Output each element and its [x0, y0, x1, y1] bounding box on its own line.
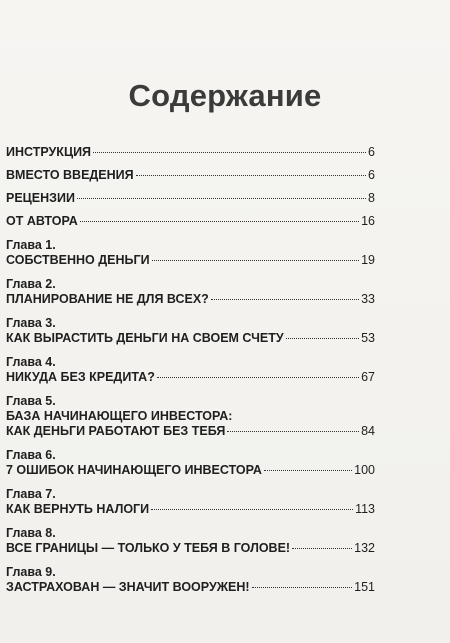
toc-page-number: 100 [354, 463, 375, 477]
table-of-contents [6, 145, 375, 595]
toc-page-number: 6 [368, 168, 375, 182]
toc-page-number: 33 [361, 292, 375, 306]
chapter-label: Глава 2. [6, 277, 56, 291]
toc-page-number: 151 [354, 580, 375, 594]
toc-entry-instructions [6, 145, 375, 160]
chapter-label: Глава 4. [6, 355, 56, 369]
toc-entry-chapter-5 [6, 394, 375, 439]
toc-page-number: 132 [354, 541, 375, 555]
dot-leader [152, 260, 360, 261]
toc-entry-title: СОБСТВЕННО ДЕНЬГИ [6, 253, 150, 267]
toc-entry-chapter-8 [6, 526, 375, 556]
toc-entry-chapter-2 [6, 277, 375, 307]
toc-page-number: 113 [355, 502, 375, 516]
chapter-label: Глава 3. [6, 316, 56, 330]
toc-entry-title: 7 ОШИБОК НАЧИНАЮЩЕГО ИНВЕСТОРА [6, 463, 262, 477]
toc-entry-title: КАК ДЕНЬГИ РАБОТАЮТ БЕЗ ТЕБЯ [6, 424, 226, 438]
contents-heading: Содержание [128, 78, 322, 113]
dot-leader [77, 198, 366, 199]
toc-page-number: 53 [361, 331, 375, 345]
toc-entry-title: ВМЕСТО ВВЕДЕНИЯ [6, 168, 134, 182]
toc-entry-chapter-3 [6, 316, 375, 346]
toc-page-number: 19 [361, 253, 375, 267]
chapter-label: Глава 6. [6, 448, 56, 462]
toc-entry-title: НИКУДА БЕЗ КРЕДИТА? [6, 370, 155, 384]
dot-leader [286, 338, 359, 339]
chapter-label: Глава 7. [6, 487, 56, 501]
dot-leader [227, 431, 359, 432]
toc-entry-title: ОТ АВТОРА [6, 214, 78, 228]
toc-entry-chapter-1 [6, 238, 375, 268]
toc-entry-title: КАК ВЫРАСТИТЬ ДЕНЬГИ НА СВОЕМ СЧЕТУ [6, 331, 284, 345]
toc-entry-title-line-1: БАЗА НАЧИНАЮЩЕГО ИНВЕСТОРА: [6, 409, 233, 423]
toc-entry-chapter-4 [6, 355, 375, 385]
toc-entry-intro [6, 168, 375, 183]
toc-entry-from-author [6, 214, 375, 229]
toc-entry-title: КАК ВЕРНУТЬ НАЛОГИ [6, 502, 150, 516]
toc-entry-chapter-6 [6, 448, 375, 478]
toc-entry-title: ЗАСТРАХОВАН — ЗНАЧИТ ВООРУЖЕН! [6, 580, 250, 594]
dot-leader [157, 377, 359, 378]
dot-leader [80, 221, 359, 222]
dot-leader [264, 470, 352, 471]
toc-entry-chapter-7 [6, 487, 375, 517]
dot-leader [252, 587, 353, 588]
toc-page-number: 84 [361, 424, 375, 438]
chapter-label: Глава 1. [6, 238, 56, 252]
toc-entry-title: ИНСТРУКЦИЯ [6, 145, 92, 159]
dot-leader [151, 509, 353, 510]
dot-leader [136, 175, 366, 176]
toc-page-number: 67 [361, 370, 375, 384]
dot-leader [211, 299, 359, 300]
chapter-label: Глава 9. [6, 565, 56, 579]
toc-entry-reviews [6, 191, 375, 206]
chapter-label: Глава 8. [6, 526, 56, 540]
toc-page-number: 8 [368, 191, 375, 205]
toc-entry-title: РЕЦЕНЗИИ [6, 191, 75, 205]
dot-leader [292, 548, 352, 549]
toc-entry-title: ВСЕ ГРАНИЦЫ — ТОЛЬКО У ТЕБЯ В ГОЛОВЕ! [6, 541, 291, 555]
toc-page-number: 16 [361, 214, 375, 228]
toc-entry-chapter-9 [6, 565, 375, 595]
dot-leader [93, 152, 366, 153]
chapter-label: Глава 5. [6, 394, 56, 408]
toc-page-number: 6 [368, 145, 375, 159]
toc-entry-title: ПЛАНИРОВАНИЕ НЕ ДЛЯ ВСЕХ? [6, 292, 209, 306]
